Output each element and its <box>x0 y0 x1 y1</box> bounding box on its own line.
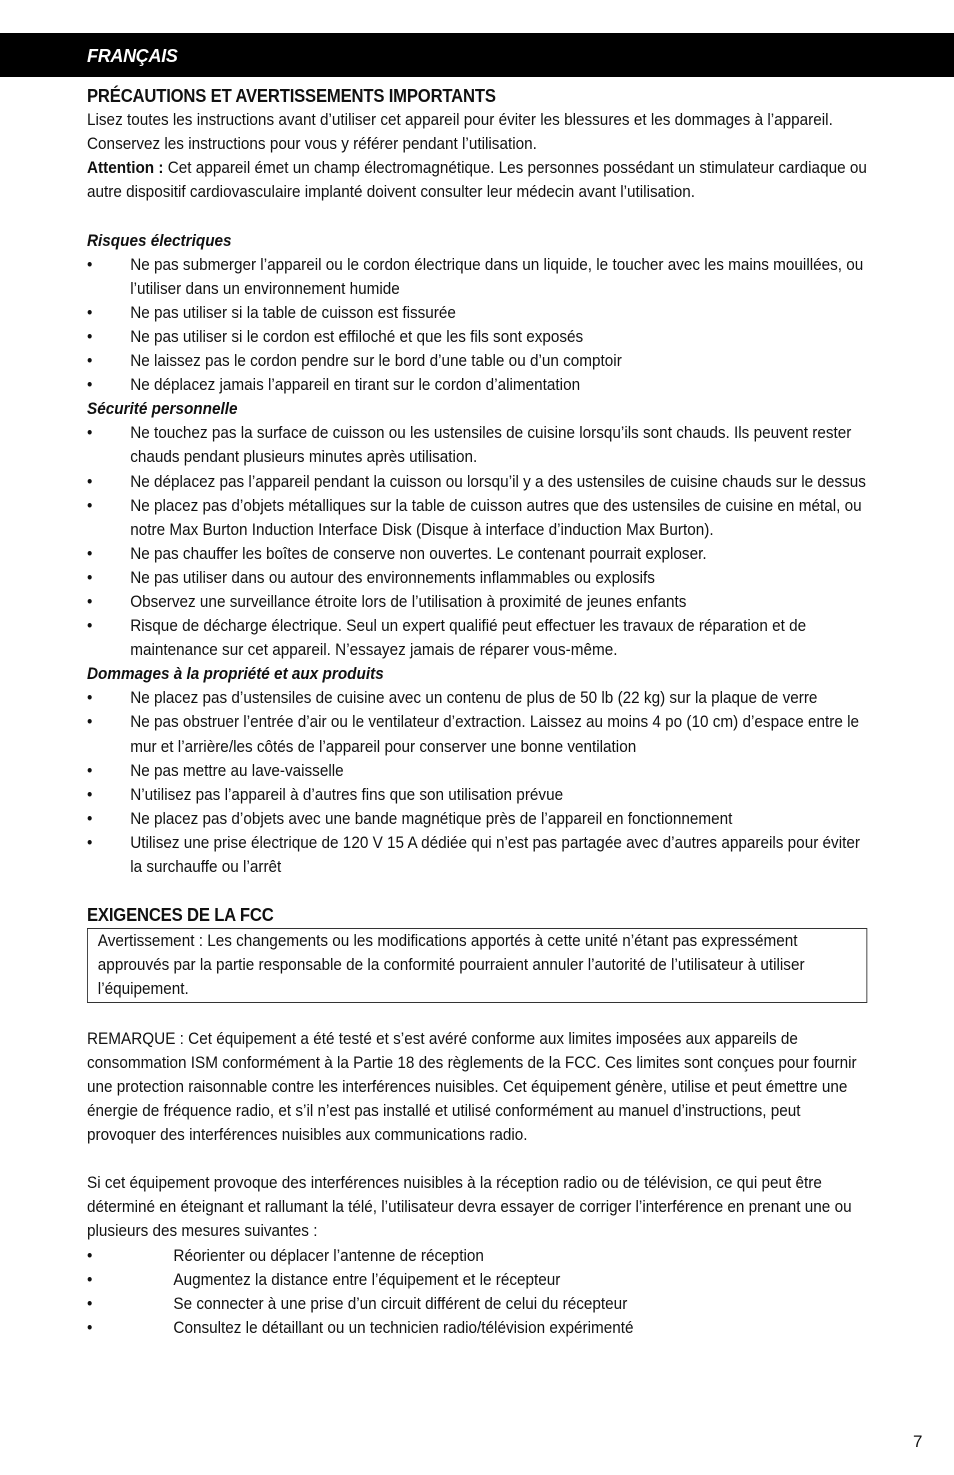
bullet-icon: • <box>87 423 93 443</box>
list-item-text: Ne pas obstruer l’entrée d’air ou le ventilateur d’extraction. Laissez au moins 4 po (10 cm) d’espace entre le mur et l’arrière/les côtés de l’appareil pour conserver une bonne ventilation <box>130 712 860 756</box>
list-item <box>87 807 869 831</box>
list-item-text: Observez une surveillance étroite lors de l’utilisation à proximité de jeunes enfants <box>130 591 687 611</box>
bullet-icon: • <box>87 543 93 563</box>
precautions-heading: PRÉCAUTIONS ET AVERTISSEMENTS IMPORTANTS <box>87 85 496 106</box>
list-item-text: Se connecter à une prise d’un circuit différent de celui du récepteur <box>173 1293 628 1313</box>
list-item-text: Ne touchez pas la surface de cuisson ou les ustensiles de cuisine lorsqu’ils sont chauds. Ils peuvent rester chauds pendant plusieurs minutes après utilisation. <box>130 423 852 467</box>
bullet-icon: • <box>87 1317 93 1337</box>
language-title: FRANÇAIS <box>87 46 178 66</box>
page-number: 7 <box>913 1432 923 1451</box>
fcc-remark: REMARQUE : Cet équipement a été testé et s’est avéré conforme aux limites imposées aux appareils de consommation ISM conformément à la Partie 18 des règlements de la FCC. Ces limites sont conçues pour fournir une protection raisonnable contre les interférences nuisibles. Cet équipement génère, utilise et peut émettre une énergie de fréquence radio, et s’il n’est pas installé et utilisé conformément au manuel d’instructions, peut provoquer des interférences nuisibles aux communications radio. <box>87 1028 857 1145</box>
list-item <box>87 1268 869 1292</box>
bullet-icon: • <box>87 567 93 587</box>
list-item <box>87 1292 869 1316</box>
bullet-icon: • <box>87 1245 93 1265</box>
property-damage-title: Dommages à la propriété et aux produits <box>87 664 384 684</box>
bullet-icon: • <box>87 302 93 322</box>
list-item-text: Risque de décharge électrique. Seul un expert qualifié peut effectuer les travaux de réparation et de maintenance sur cet appareil. N’essayez jamais de réparer vous-même. <box>130 616 807 660</box>
bullet-icon: • <box>87 1293 93 1313</box>
list-item-text: Ne pas utiliser dans ou autour des environnements inflammables ou explosifs <box>130 567 655 587</box>
electrical-risks-list <box>87 253 869 398</box>
list-item-text: Ne placez pas d’ustensiles de cuisine avec un contenu de plus de 50 lb (22 kg) sur la plaque de verre <box>130 688 818 708</box>
list-item <box>87 590 869 614</box>
language-header-band <box>0 33 954 77</box>
list-item-text: Ne déplacez pas l’appareil pendant la cuisson ou lorsqu’il y a des ustensiles de cuisine chauds sur le dessus <box>130 471 866 491</box>
list-item-text: Ne pas submerger l’appareil ou le cordon électrique dans un liquide, le toucher avec les mains mouillées, ou l’utiliser dans un environnement humide <box>130 254 864 298</box>
list-item-text: Augmentez la distance entre l’équipement et le récepteur <box>173 1269 561 1289</box>
bullet-icon: • <box>87 375 93 395</box>
list-item <box>87 710 869 758</box>
fcc-interference-text: Si cet équipement provoque des interférences nuisibles à la réception radio ou de télévision, ce qui peut être déterminé en éteignant et rallumant la télé, l’utilisateur devra essayer de corriger l’interférence en prenant une ou plusieurs des mesures suivantes : <box>87 1173 852 1241</box>
list-item-text: Ne laissez pas le cordon pendre sur le bord d’une table ou d’un comptoir <box>130 351 622 371</box>
attention-text: Cet appareil émet un champ électromagnétique. Les personnes possédant un stimulateur cardiaque ou autre dispositif cardiovasculaire implanté doivent consulter leur médecin avant l’utilisation. <box>87 158 867 202</box>
list-item <box>87 1244 869 1268</box>
list-item-text: Ne placez pas d’objets métalliques sur la table de cuisson autres que des ustensiles de cuisine en métal, ou notre Max Burton Induction Interface Disk (Disque à interface d’induction Max Burton). <box>130 495 862 539</box>
fcc-heading: EXIGENCES DE LA FCC <box>87 904 274 926</box>
precautions-intro: Lisez toutes les instructions avant d’utiliser cet appareil pour éviter les blessures et les dommages à l’appareil. Conservez les instructions pour vous y référer pendant l’utilisation. <box>87 110 833 154</box>
list-item-text: Ne pas utiliser si la table de cuisson est fissurée <box>130 302 456 322</box>
list-item-text: Ne pas chauffer les boîtes de conserve non ouvertes. Le contenant pourrait exploser. <box>130 543 707 563</box>
list-item <box>87 831 869 879</box>
list-item <box>87 301 869 325</box>
bullet-icon: • <box>87 784 93 804</box>
list-item <box>87 1316 869 1340</box>
bullet-icon: • <box>87 254 93 274</box>
list-item <box>87 614 869 662</box>
list-item <box>87 470 869 494</box>
fcc-measures-list <box>87 1244 869 1340</box>
personal-safety-title: Sécurité personnelle <box>87 399 238 419</box>
bullet-icon: • <box>87 616 93 636</box>
list-item <box>87 759 869 783</box>
page-content <box>87 84 869 1340</box>
attention-paragraph <box>87 156 869 204</box>
bullet-icon: • <box>87 808 93 828</box>
list-item-text: Consultez le détaillant ou un technicien radio/télévision expérimenté <box>173 1317 634 1337</box>
electrical-risks-title: Risques électriques <box>87 230 232 250</box>
bullet-icon: • <box>87 351 93 371</box>
bullet-icon: • <box>87 760 93 780</box>
list-item <box>87 349 869 373</box>
bullet-icon: • <box>87 591 93 611</box>
fcc-warning-text: Avertissement : Les changements ou les modifications apportés à cette unité n’étant pas expressément approuvés par la partie responsable de la conformité pourraient annuler l’autorité de l’utilisateur à utiliser l’équipement. <box>97 931 805 999</box>
personal-safety-list <box>87 421 869 662</box>
bullet-icon: • <box>87 832 93 852</box>
list-item <box>87 783 869 807</box>
list-item-text: Utilisez une prise électrique de 120 V 15 A dédiée qui n’est pas partagée avec d’autres appareils pour éviter la surchauffe ou l’arrêt <box>130 832 860 876</box>
list-item <box>87 253 869 301</box>
list-item-text: Ne déplacez jamais l’appareil en tirant sur le cordon d’alimentation <box>130 375 581 395</box>
bullet-icon: • <box>87 471 93 491</box>
bullet-icon: • <box>87 712 93 732</box>
list-item-text: Ne placez pas d’objets avec une bande magnétique près de l’appareil en fonctionnement <box>130 808 733 828</box>
list-item-text: N’utilisez pas l’appareil à d’autres fins que son utilisation prévue <box>130 784 564 804</box>
bullet-icon: • <box>87 326 93 346</box>
property-damage-list <box>87 686 869 879</box>
list-item <box>87 542 869 566</box>
bullet-icon: • <box>87 688 93 708</box>
list-item <box>87 325 869 349</box>
list-item <box>87 686 869 710</box>
attention-label: Attention : <box>87 158 164 178</box>
list-item <box>87 373 869 397</box>
list-item-text: Ne pas mettre au lave-vaisselle <box>130 760 344 780</box>
list-item-text: Ne pas utiliser si le cordon est effiloché et que les fils sont exposés <box>130 326 584 346</box>
list-item <box>87 566 869 590</box>
bullet-icon: • <box>87 1269 93 1289</box>
list-item <box>87 494 869 542</box>
fcc-warning-box <box>87 928 867 1002</box>
list-item-text: Réorienter ou déplacer l’antenne de réception <box>173 1245 484 1265</box>
bullet-icon: • <box>87 495 93 515</box>
list-item <box>87 421 869 469</box>
